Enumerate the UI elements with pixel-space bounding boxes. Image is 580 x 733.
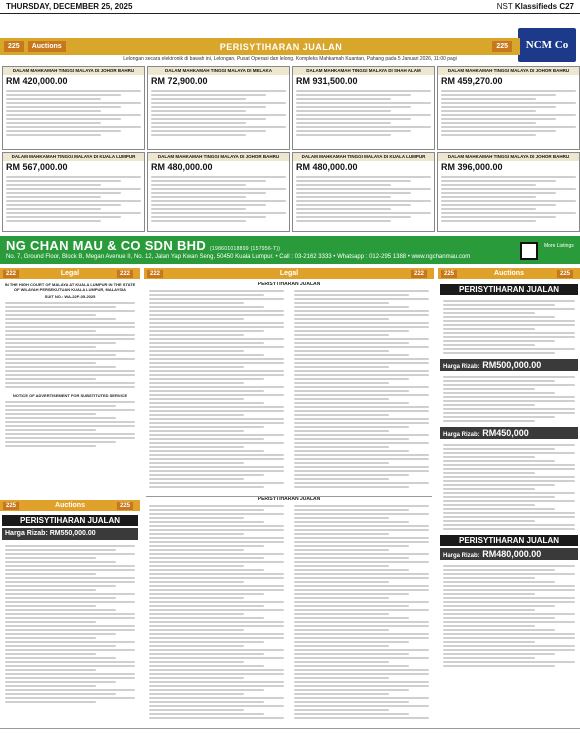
ngchan-banner: [0, 236, 580, 264]
auction-ad: [292, 66, 435, 150]
ad-court: DALAM MAHKAMAH TINGGI MALAYA DI JOHOR BAHRU: [3, 67, 144, 75]
ad-price: RM 459,270.00: [441, 75, 503, 86]
auction-ad: [147, 66, 290, 150]
section-pill: 225: [4, 41, 24, 52]
legal-header-2: 222 Legal 222: [144, 268, 434, 279]
auction-left-column: [2, 513, 138, 725]
reserve-price-3: Harga Rizab: RM480,000.00: [440, 548, 578, 560]
ad-court: DALAM MAHKAMAH TINGGI MALAYA DI SHAH ALAM: [293, 67, 434, 75]
auction-header-3: 225 Auctions 225: [438, 268, 580, 279]
band-subtitle: Lelongan secara elektronik di bawah ini, Lelongan, Pusat Operasi dan lelong. Kompleks Mahkamah Kuantan, Pahang pada 5 Januari 2026, 11:00 pagi: [123, 56, 457, 62]
ad-price: RM 396,000.00: [441, 161, 503, 172]
header-date: THURSDAY, DECEMBER 25, 2025: [6, 2, 133, 11]
legal-notice-left: IN THE HIGH COURT OF MALAYA AT KUALA LUMPUR IN THE STATE OF WILAYAH PERSEKUTUAN KUALA LUMPUR, MALAYSIA SUIT NO.: WA-22P-05-2025 NOTICE OF ADVERTISEMENT FOR SUBSTITUTED SERVICE: [2, 282, 138, 497]
auction-ad: [437, 152, 580, 232]
ad-court: DALAM MAHKAMAH TINGGI MALAYA DI JOHOR BAHRU: [438, 67, 579, 75]
ad-price: RM 420,000.00: [6, 75, 68, 86]
auction-header-left: 225 Auctions 225: [0, 500, 140, 511]
legal-header-1: 222 Legal 222: [0, 268, 140, 279]
ad-price: RM 480,000.00: [151, 161, 213, 172]
company-address: No. 7, Ground Floor, Block B, Megan Avenue II, No. 12, Jalan Yap Kwan Seng, 50450 Kuala Lumpur. • Call : 03-2162 3333 • Whatsapp : 012-295 1388 • www.ngchanmau.com: [6, 254, 471, 260]
auction-ad: [2, 152, 145, 232]
auction-ad: [292, 152, 435, 232]
ad-court: DALAM MAHKAMAH TINGGI MALAYA DI JOHOR BAHRU: [148, 153, 289, 161]
auction-band: [0, 38, 520, 55]
auction-right-column: [440, 282, 578, 725]
footer-rule: [0, 728, 580, 729]
more-listings-label: More Listings: [544, 243, 574, 249]
reserve-price-1: Harga Rizab: RM500,000.00: [440, 359, 578, 371]
header-right: NST Klassifieds C27: [496, 2, 574, 11]
ad-court: DALAM MAHKAMAH TINGGI MALAYA DI JOHOR BAHRU: [438, 153, 579, 161]
auction-ad: [437, 66, 580, 150]
ad-price: RM 931,500.00: [296, 75, 358, 86]
reserve-price-left: Harga Rizab: RM550,000.00: [2, 528, 138, 540]
legal-notice-middle-top: PERISYTIHARAN JUALAN: [146, 282, 432, 492]
qr-code-icon[interactable]: [520, 242, 538, 260]
auction-ad: [147, 152, 290, 232]
section-pill-label: Auctions: [28, 41, 66, 52]
ad-court: DALAM MAHKAMAH TINGGI MALAYA DI KUALA LUMPUR: [3, 153, 144, 161]
band-title: PERISYTIHARAN JUALAN: [219, 41, 343, 52]
ad-price: RM 72,900.00: [151, 75, 208, 86]
section-pill-right: 225: [492, 41, 512, 52]
ncm-logo: NCM Co: [518, 28, 576, 62]
auction-left-title: PERISYTIHARAN JUALAN: [2, 515, 138, 526]
reserve-price-2: Harga Rizab: RM450,000: [440, 427, 578, 439]
ad-price: RM 567,000.00: [6, 161, 68, 172]
ad-court: DALAM MAHKAMAH TINGGI MALAYA DI MELAKA: [148, 67, 289, 75]
auction-ad: [2, 66, 145, 150]
company-name: NG CHAN MAU & CO SDN BHD (198601018899 (157956-T)): [6, 238, 281, 253]
legal-notice-middle-bottom: PERISYTIHARAN JUALAN: [146, 496, 432, 726]
auction-right-title: PERISYTIHARAN JUALAN: [440, 284, 578, 295]
ad-court: DALAM MAHKAMAH TINGGI MALAYA DI KUALA LUMPUR: [293, 153, 434, 161]
page-header: [0, 0, 580, 14]
auction-right-title-2: PERISYTIHARAN JUALAN: [440, 535, 578, 546]
ad-price: RM 480,000.00: [296, 161, 358, 172]
